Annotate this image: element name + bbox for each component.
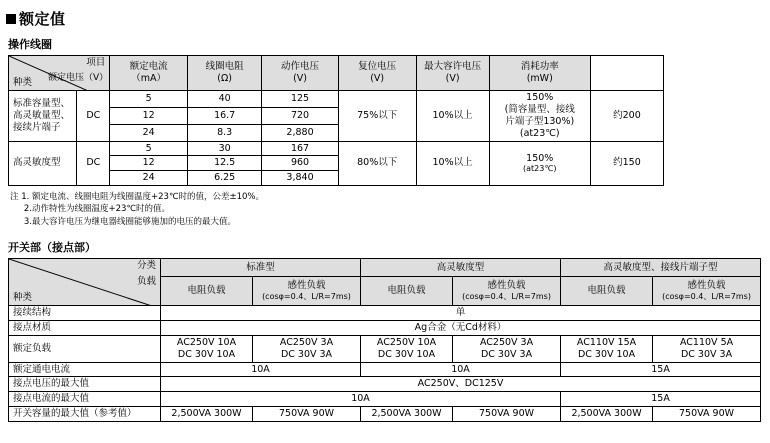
contact-row-label: 额定通电电流 — [9, 362, 161, 377]
contact-group-standard: 标准型 — [161, 259, 361, 277]
section-coil-title: 操作线圈 — [8, 38, 52, 51]
coil-cell-voltage: 12 — [110, 107, 188, 124]
coil-group-type-1-l3: 接续片端子 — [13, 121, 61, 133]
coil-cell-dropout-1: 10%以上 — [416, 91, 489, 142]
coil-cell-resistance: 2,880 — [262, 124, 339, 141]
table-row — [9, 335, 761, 362]
coil-note-2-text: 动作特性为线圈温度+23℃时的值。 — [32, 204, 170, 215]
contact-rated-load-4-l2: DC 30V 10A — [577, 348, 636, 360]
contact-row-value: 750VA 90W — [253, 407, 361, 422]
contact-row-value: 750VA 90W — [653, 407, 761, 422]
coil-group-type-2: 高灵敏度型 — [9, 141, 77, 186]
contact-rated-load-3-l2: DC 30V 3A — [480, 348, 533, 360]
contact-row-value — [561, 335, 653, 362]
coil-cell-resistance: 125 — [262, 91, 339, 108]
contact-table — [8, 258, 761, 422]
coil-group-dc-1: DC — [77, 91, 110, 142]
coil-cell-resistance: 720 — [262, 107, 339, 124]
contact-load-header-1 — [253, 276, 361, 305]
contact-row-label: 接点电压的最大值 — [9, 377, 161, 392]
coil-cell-current: 16.7 — [188, 107, 262, 124]
contact-row-value: 10A — [161, 362, 361, 377]
contact-rated-load-0-l2: DC 30V 10A — [177, 348, 236, 360]
table-row — [9, 407, 761, 422]
contact-rated-load-0-l1: AC250V 10A — [176, 336, 237, 348]
contact-corner-cell — [9, 259, 161, 306]
coil-header-pickup-voltage-l1: 动作电压 — [281, 61, 320, 73]
contact-row-label: 接续结构 — [9, 306, 161, 321]
contact-rated-load-5-l1: AC110V 5A — [679, 336, 734, 348]
contact-row-value: 2,500VA 300W — [561, 407, 653, 422]
coil-cell-resistance: 960 — [262, 156, 339, 171]
coil-cell-maxvolt-1-l3: 片端子型130%) — [505, 115, 575, 127]
contact-load-header-3-l1: 感性负载 — [487, 280, 526, 292]
coil-cell-current: 12.5 — [188, 156, 262, 171]
coil-header-resistance — [188, 56, 262, 91]
contact-rated-load-2-l1: AC250V 10A — [376, 336, 437, 348]
coil-cell-current: 8.3 — [188, 124, 262, 141]
coil-note-3-text: 最大容许电压为继电器线圈能够施加的电压的最大值。 — [32, 216, 237, 227]
coil-header-resistance-l1: 线圈电阻 — [205, 61, 244, 73]
coil-note-2 — [10, 203, 770, 215]
table-row — [9, 320, 761, 335]
contact-row-label: 接点电流的最大值 — [9, 392, 161, 407]
contact-load-header-0-l1: 电阻负载 — [187, 285, 226, 296]
coil-header-power — [489, 56, 590, 91]
contact-load-header-3 — [453, 276, 561, 305]
contact-row-value — [453, 335, 561, 362]
coil-cell-voltage: 24 — [110, 124, 188, 141]
contact-rated-load-1-l1: AC250V 3A — [279, 336, 334, 348]
contact-rated-load-1-l2: DC 30V 3A — [280, 348, 333, 360]
section-contact-title: 开关部（接点部） — [8, 241, 96, 255]
coil-cell-maxvolt-1-l4: (at23℃) — [519, 127, 560, 139]
coil-cell-power-1: 约200 — [590, 91, 663, 142]
coil-cell-current: 6.25 — [188, 171, 262, 186]
contact-row-value: 750VA 90W — [453, 407, 561, 422]
contact-row-value: 15A — [561, 362, 761, 377]
coil-header-dropout-voltage — [338, 56, 416, 91]
contact-row-value: AC250V、DC125V — [161, 377, 761, 392]
contact-row-value: 10A — [361, 362, 561, 377]
contact-load-header-3-l2: (cosφ=0.4、L/R=7ms) — [462, 292, 551, 302]
coil-group-type-1-l2: 高灵敏量型、 — [13, 109, 71, 121]
coil-header-power-l2: (mW) — [526, 73, 553, 84]
coil-cell-voltage: 12 — [110, 156, 188, 171]
coil-cell-voltage: 24 — [110, 171, 188, 186]
coil-header-pickup-voltage — [262, 56, 339, 91]
contact-row-value: 单 — [161, 306, 761, 321]
coil-note-1-text: 额定电流、线圈电阻为线圈温度+23℃时的值，公差±10%。 — [32, 192, 265, 203]
contact-load-header-4 — [561, 276, 653, 305]
coil-header-dropout-voltage-l1: 复位电压 — [358, 61, 397, 73]
coil-note-1-index: 注 1. — [10, 192, 30, 203]
contact-header-row-1 — [9, 259, 761, 277]
coil-row — [9, 141, 664, 156]
contact-row-value: Ag合金（无Cd材料） — [161, 320, 761, 335]
coil-cell-maxvolt-1 — [489, 91, 590, 142]
coil-header-pickup-voltage-l2: (V) — [293, 73, 307, 84]
contact-rated-load-2-l2: DC 30V 10A — [377, 348, 436, 360]
contact-row-value — [361, 335, 453, 362]
contact-load-header-1-l1: 感性负载 — [287, 280, 326, 292]
contact-row-value: 10A — [161, 392, 561, 407]
table-row — [9, 392, 761, 407]
coil-corner-top-right: 项目 — [86, 57, 106, 68]
coil-corner-bottom-left: 种类 — [13, 77, 33, 89]
coil-cell-maxvolt-1-l2: (简容量型、接线 — [504, 103, 575, 115]
contact-load-header-4-l1: 电阻负载 — [587, 285, 626, 296]
contact-row-value: 15A — [561, 392, 761, 407]
coil-cell-maxvolt-2 — [489, 141, 590, 186]
contact-row-label: 额定负载 — [9, 335, 161, 362]
coil-cell-resistance: 167 — [262, 141, 339, 156]
contact-corner-bottom-left: 种类 — [13, 292, 33, 304]
coil-header-dropout-voltage-l2: (V) — [370, 73, 385, 84]
coil-note-3 — [10, 216, 770, 228]
coil-cell-power-2: 约150 — [590, 141, 663, 186]
coil-note-3-index: 3. — [23, 216, 32, 227]
coil-header-max-voltage-l2: (V) — [445, 73, 460, 84]
coil-group-type-1 — [9, 91, 77, 142]
contact-row-label: 开关容量的最大值（参考值） — [9, 407, 161, 422]
coil-group-type-1-l1: 标准容量型、 — [13, 97, 71, 109]
contact-rated-load-5-l2: DC 30V 3A — [680, 348, 733, 360]
coil-header-rated-current — [110, 56, 188, 91]
coil-group-dc-2: DC — [77, 141, 110, 186]
coil-cell-maxvolt-2-l2: (at23℃) — [523, 164, 557, 174]
contact-group-sensitive: 高灵敏度型 — [361, 259, 561, 277]
contact-corner-top-right: 分类 — [136, 260, 156, 272]
contact-load-header-2 — [361, 276, 453, 305]
coil-cell-maxvolt-2-l1: 150% — [526, 152, 554, 164]
contact-row-label: 接点材质 — [9, 320, 161, 335]
contact-row-value — [253, 335, 361, 362]
contact-rated-load-3-l1: AC250V 3A — [479, 336, 534, 348]
coil-cell-resistance: 3,840 — [262, 171, 339, 186]
coil-header-rated-voltage: 额定电压（V） — [48, 73, 109, 83]
coil-header-power-l1: 消耗功率 — [520, 61, 559, 73]
coil-header-resistance-l2: (Ω) — [217, 73, 232, 84]
coil-cell-voltage: 5 — [110, 91, 188, 108]
coil-row — [9, 91, 664, 108]
table-row — [9, 377, 761, 392]
contact-row-value: 2,500VA 300W — [361, 407, 453, 422]
coil-header-rated-current-l1: 额定电流 — [129, 61, 168, 73]
coil-cell-maxvolt-1-l1: 150% — [526, 92, 554, 103]
page-title — [6, 8, 770, 29]
coil-cell-pickup-1: 75%以下 — [338, 91, 416, 142]
coil-cell-dropout-2: 10%以上 — [416, 141, 489, 186]
contact-load-header-5 — [653, 276, 761, 305]
coil-header-rated-current-l2: （mA） — [131, 73, 167, 84]
contact-corner-middle-left: 负载 — [136, 276, 156, 288]
coil-cell-voltage: 5 — [110, 141, 188, 156]
contact-row-value: 2,500VA 300W — [161, 407, 253, 422]
contact-load-header-5-l2: (cosφ=0.4、L/R=7ms) — [662, 292, 751, 302]
table-row — [9, 362, 761, 377]
contact-group-sensitive-tab: 高灵敏度型、接线片端子型 — [561, 259, 761, 277]
coil-header-max-voltage-l1: 最大容许电压 — [424, 61, 482, 73]
page-title-text: 额定值 — [19, 10, 66, 28]
contact-load-header-0 — [161, 276, 253, 305]
contact-load-header-2-l1: 电阻负载 — [387, 285, 426, 296]
coil-note-2-index: 2. — [23, 204, 32, 215]
contact-rated-load-4-l1: AC110V 15A — [576, 336, 637, 348]
table-row — [9, 306, 761, 321]
coil-notes — [10, 191, 770, 228]
contact-load-header-1-l2: (cosφ=0.4、L/R=7ms) — [262, 292, 351, 302]
coil-cell-pickup-2: 80%以下 — [338, 141, 416, 186]
coil-cell-current: 40 — [188, 91, 262, 108]
coil-note-1 — [10, 191, 770, 203]
contact-load-header-5-l1: 感性负载 — [687, 280, 726, 292]
bullet-square-icon — [6, 14, 16, 24]
coil-cell-current: 30 — [188, 141, 262, 156]
page-root — [0, 8, 770, 443]
contact-row-value — [161, 335, 253, 362]
coil-header-max-voltage — [416, 56, 489, 91]
contact-row-value — [653, 335, 761, 362]
